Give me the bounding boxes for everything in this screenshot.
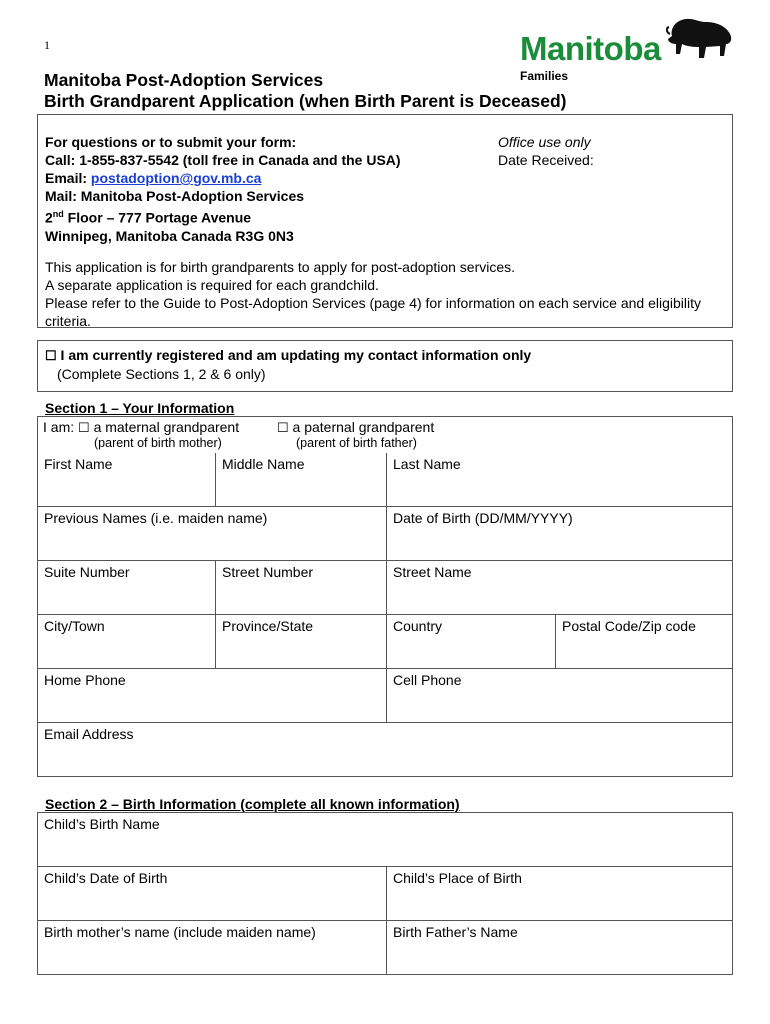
street-name-label: Street Name: [393, 564, 472, 580]
contact-info: [45, 133, 401, 245]
contact-mail: Mail: Manitoba Post-Adoption Services: [45, 188, 305, 204]
first-name-label: First Name: [44, 456, 113, 472]
middle-name-field[interactable]: [216, 453, 387, 507]
section2-table: [37, 812, 733, 975]
dob-field[interactable]: [387, 507, 732, 561]
street-number-field[interactable]: [216, 561, 387, 615]
home-phone-field[interactable]: [38, 669, 387, 723]
cell-phone-label: Cell Phone: [393, 672, 462, 688]
birth-father-name-field[interactable]: [387, 921, 732, 974]
contact-phone: Call: 1-855-837-5542 (toll free in Canada and the USA): [45, 152, 401, 168]
intro-line-2: A separate application is required for each grandchild.: [45, 277, 379, 293]
dob-label: Date of Birth (DD/MM/YYYY): [393, 510, 573, 526]
contact-email-line: [45, 169, 401, 187]
child-place-field[interactable]: [387, 867, 732, 921]
date-received-label: Date Received:: [498, 152, 594, 168]
home-phone-label: Home Phone: [44, 672, 126, 688]
city-field[interactable]: [38, 615, 216, 669]
maternal-label: a maternal grandparent: [93, 419, 240, 435]
birth-father-name-label: Birth Father’s Name: [393, 924, 518, 940]
section1-title: Section 1 – Your Information: [45, 400, 235, 416]
suite-label: Suite Number: [44, 564, 130, 580]
paternal-note: (parent of birth father): [296, 436, 417, 450]
previous-names-label: Previous Names (i.e. maiden name): [44, 510, 268, 526]
last-name-field[interactable]: [387, 453, 732, 507]
postal-code-label: Postal Code/Zip code: [562, 618, 696, 634]
form-title: [44, 70, 567, 112]
birth-mother-name-field[interactable]: [38, 921, 387, 974]
section2-title: Section 2 – Birth Information (complete all known information): [45, 796, 460, 812]
registered-checkbox[interactable]: ☐: [45, 348, 57, 363]
registered-note: (Complete Sections 1, 2 & 6 only): [57, 366, 266, 382]
email-label: Email:: [45, 170, 91, 186]
logo-subtitle: Families: [520, 69, 569, 83]
registered-option: [45, 346, 531, 383]
city-label: City/Town: [44, 618, 105, 634]
logo-wordmark: Manitoba: [520, 30, 661, 67]
office-use: [498, 133, 594, 169]
grandparent-type-row: [38, 417, 732, 453]
email-address-label: Email Address: [44, 726, 134, 742]
child-place-label: Child’s Place of Birth: [393, 870, 522, 886]
intro-line-3: Please refer to the Guide to Post-Adoption Services (page 4) for information on each service and eligibility criteria.: [45, 295, 702, 329]
floor-number: 2: [45, 209, 53, 226]
contact-heading: For questions or to submit your form:: [45, 134, 297, 150]
section1-table: [37, 416, 733, 777]
floor-address: Floor – 777 Portage Avenue: [63, 209, 252, 226]
country-field[interactable]: [387, 615, 556, 669]
registered-label: I am currently registered and am updating my contact information only: [60, 347, 532, 363]
contact-city: Winnipeg, Manitoba Canada R3G 0N3: [45, 227, 294, 244]
last-name-label: Last Name: [393, 456, 461, 472]
previous-names-field[interactable]: [38, 507, 387, 561]
first-name-field[interactable]: [38, 453, 216, 507]
paternal-label: a paternal grandparent: [292, 419, 435, 435]
child-dob-field[interactable]: [38, 867, 387, 921]
postal-code-field[interactable]: [556, 615, 732, 669]
office-use-label: Office use only: [498, 134, 591, 150]
intro-text: [45, 258, 725, 330]
cell-phone-field[interactable]: [387, 669, 732, 723]
intro-line-1: This application is for birth grandparents to apply for post-adoption services.: [45, 259, 516, 275]
province-field[interactable]: [216, 615, 387, 669]
floor-suffix: nd: [52, 209, 64, 219]
paternal-checkbox[interactable]: ☐: [277, 420, 289, 435]
child-birth-name-label: Child’s Birth Name: [44, 816, 160, 832]
child-birth-name-field[interactable]: [38, 813, 732, 867]
email-address-field[interactable]: [38, 723, 732, 776]
suite-field[interactable]: [38, 561, 216, 615]
contact-floor: [45, 205, 401, 227]
maternal-note: (parent of birth mother): [94, 436, 222, 450]
country-label: Country: [393, 618, 443, 634]
bison-icon: [666, 14, 736, 64]
province-label: Province/State: [222, 618, 314, 634]
maternal-checkbox[interactable]: ☐: [78, 420, 90, 435]
i-am-label: I am:: [43, 419, 75, 435]
email-link[interactable]: postadoption@gov.mb.ca: [90, 170, 262, 186]
street-name-field[interactable]: [387, 561, 732, 615]
middle-name-label: Middle Name: [222, 456, 305, 472]
title-line-1: Manitoba Post-Adoption Services: [44, 70, 324, 90]
street-number-label: Street Number: [222, 564, 314, 580]
title-line-2: Birth Grandparent Application (when Birth Parent is Deceased): [44, 91, 567, 111]
birth-mother-name-label: Birth mother’s name (include maiden name): [44, 924, 316, 940]
child-dob-label: Child’s Date of Birth: [44, 870, 168, 886]
page-number: 1: [44, 38, 50, 52]
